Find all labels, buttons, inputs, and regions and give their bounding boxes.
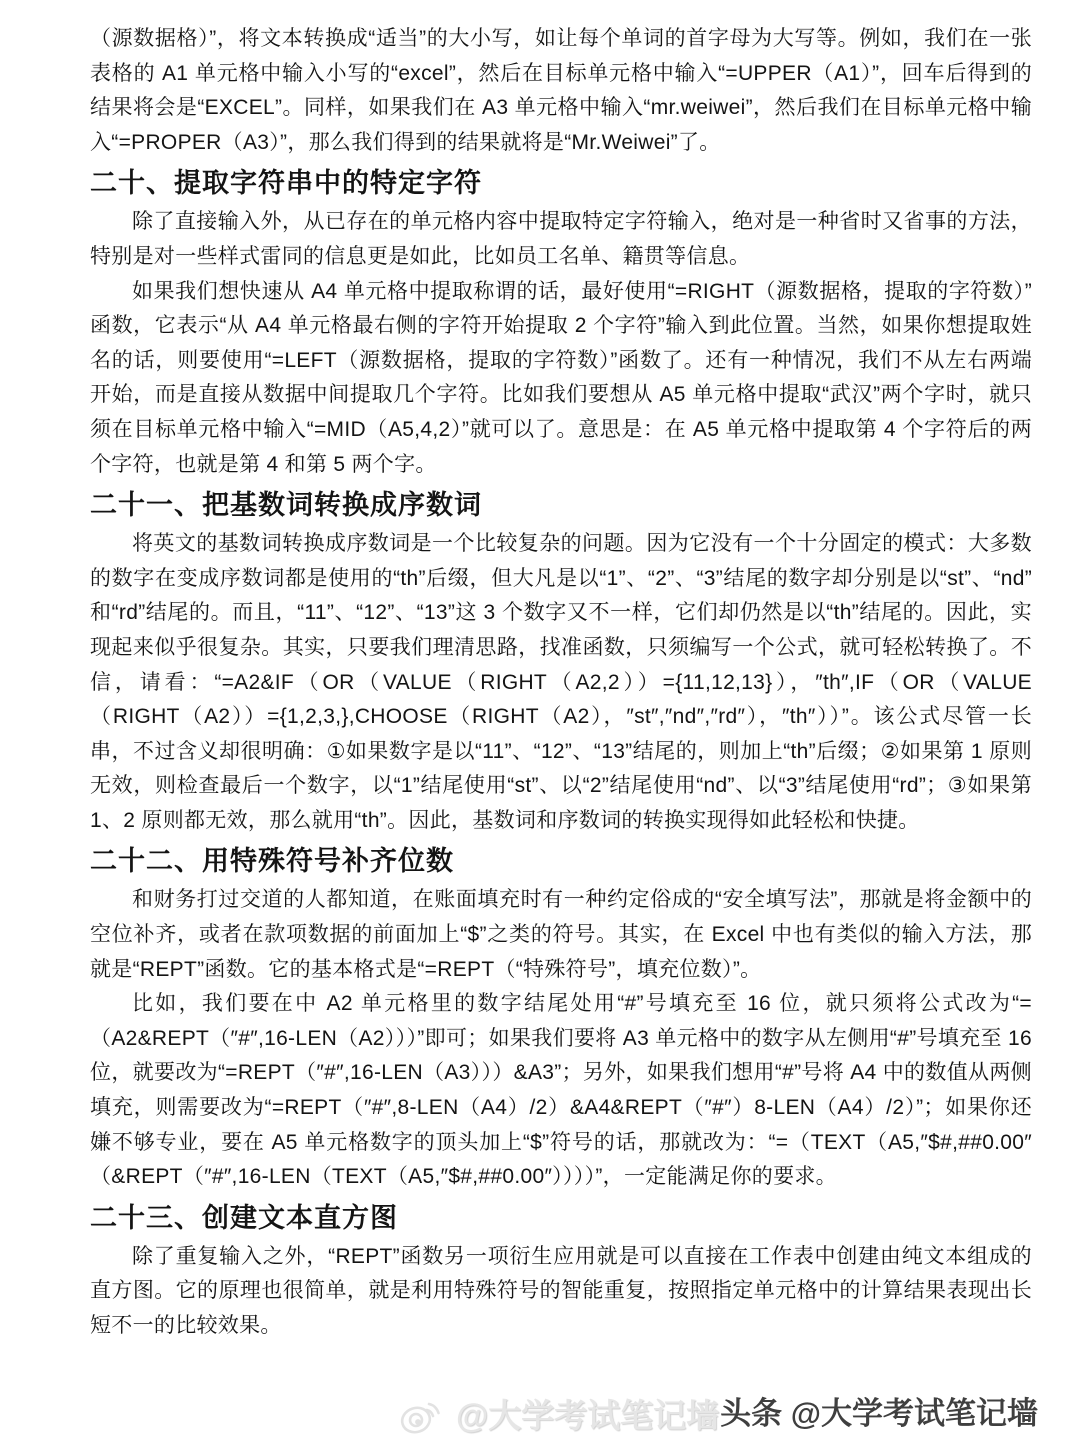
watermark-left-text: @大学考试笔记墙 — [456, 1397, 720, 1434]
body-paragraph: 如果我们想快速从 A4 单元格中提取称谓的话，最好使用“=RIGHT（源数据格，提取的字符数）”函数，它表示“从 A4 单元格最右侧的字符开始提取 2 个字符”输入到此位置。当然，如果你想提取姓名的话，则要使用“=LEFT（源数据格，提取的字符数）”函数了。还有一种情况，我们不从左右两端开始，而是直接从数据中间提取几个字符。比如我们要想从 A5 单元格中提取“武汉”两个字时，就只须在目标单元格中输入“=MID（A5,4,2）”就可以了。意思是：在 A5 单元格中提取第 4 个字符后的两个字符，也就是第 4 和第 5 两个字。 — [90, 279, 1032, 476]
body-paragraph: 除了直接输入外，从已存在的单元格内容中提取特定字符输入，绝对是一种省时又省事的方法，特别是对一些样式雷同的信息更是如此，比如员工名单、籍贯等信息。 — [90, 210, 1032, 268]
watermark-right-text: 头条 @大学考试笔记墙 — [720, 1396, 1038, 1431]
watermark-toutiao — [720, 1388, 1038, 1433]
page-footer — [0, 1381, 1080, 1447]
section-heading-22: 二十二、用特殊符号补齐位数 — [90, 846, 454, 877]
section-heading-20: 二十、提取字符串中的特定字符 — [90, 168, 482, 199]
body-paragraph: 和财务打过交道的人都知道，在账面填充时有一种约定俗成的“安全填写法”，那就是将金额中的空位补齐，或者在款项数据的前面加上“$”之类的符号。其实，在 Excel 中也有类似的输入方法，那就是“REPT”函数。它的基本格式是“=REPT（“特殊符号”，填充位数）”。 — [90, 888, 1032, 981]
body-paragraph: 比如，我们要在中 A2 单元格里的数字结尾处用“#”号填充至 16 位，就只须将公式改为“=（A2&REPT（″#″,16-LEN（A2）））”即可；如果我们要将 A3 单元格中的数字从左侧用“#”号填充至 16 位，就要改为“=REPT（″#″,16-LEN（A3）））&A3”；另外，如果我们想用“#”号将 A4 中的数值从两侧填充，则需要改为“=REPT（″#″,8-LEN（A4）/2）&A4&REPT（″#″）8-LEN（A4）/2）”；如果你还嫌不够专业，要在 A5 单元格数字的顶头加上“$”符号的话，那就改为：“=（TEXT（A5,″$#,##0.00″（&REPT（″#″,16-LEN（TEXT（A5,″$#,##0.00″））））”，一定能满足你的要求。 — [90, 992, 1032, 1189]
watermark-weibo — [396, 1390, 719, 1437]
body-paragraph-continuation: （源数据格）”，将文本转换成“适当”的大小写，如让每个单词的首字母为大写等。例如，我们在一张表格的 A1 单元格中输入小写的“excel”，然后在目标单元格中输入“=UPPER（A1）”，回车后得到的结果将会是“EXCEL”。同样，如果我们在 A3 单元格中输入“mr.weiwei”，然后我们在目标单元格中输入“=PROPER（A3）”，那么我们得到的结果就将是“Mr.Weiwei”了。 — [90, 27, 1032, 154]
body-paragraph: 将英文的基数词转换成序数词是一个比较复杂的问题。因为它没有一个十分固定的模式：大多数的数字在变成序数词都是使用的“th”后缀，但大凡是以“1”、“2”、“3”结尾的数字却分别是以“st”、“nd”和“rd”结尾的。而且，“11”、“12”、“13”这 3 个数字又不一样，它们却仍然是以“th”结尾的。因此，实现起来似乎很复杂。其实，只要我们理清思路，找准函数，只须编写一个公式，就可轻松转换了。不信，请看：“=A2&IF（OR（VALUE（RIGHT（A2,2））={11,12,13}），″th″,IF（OR（VALUE（RIGHT（A2））={1,2,3,},CHOOSE（RIGHT（A2），″st″,″nd″,″rd″），″th″））”。该公式尽管一长串，不过含义却很明确：①如果数字是以“11”、“12”、“13”结尾的，则加上“th”后缀；②如果第 1 原则无效，则检查最后一个数字，以“1”结尾使用“st”、以“2”结尾使用“nd”、以“3”结尾使用“rd”；③如果第 1、2 原则都无效，那么就用“th”。因此，基数词和序数词的转换实现得如此轻松和快捷。 — [90, 532, 1032, 832]
section-heading-23: 二十三、创建文本直方图 — [90, 1202, 398, 1233]
section-heading-21: 二十一、把基数词转换成序数词 — [90, 490, 482, 521]
body-paragraph: 除了重复输入之外，“REPT”函数另一项衍生应用就是可以直接在工作表中创建由纯文本组成的直方图。它的原理也很简单，就是利用特殊符号的智能重复，按照指定单元格中的计算结果表现出长短不一的比较效果。 — [90, 1244, 1032, 1337]
weibo-icon — [396, 1391, 448, 1437]
